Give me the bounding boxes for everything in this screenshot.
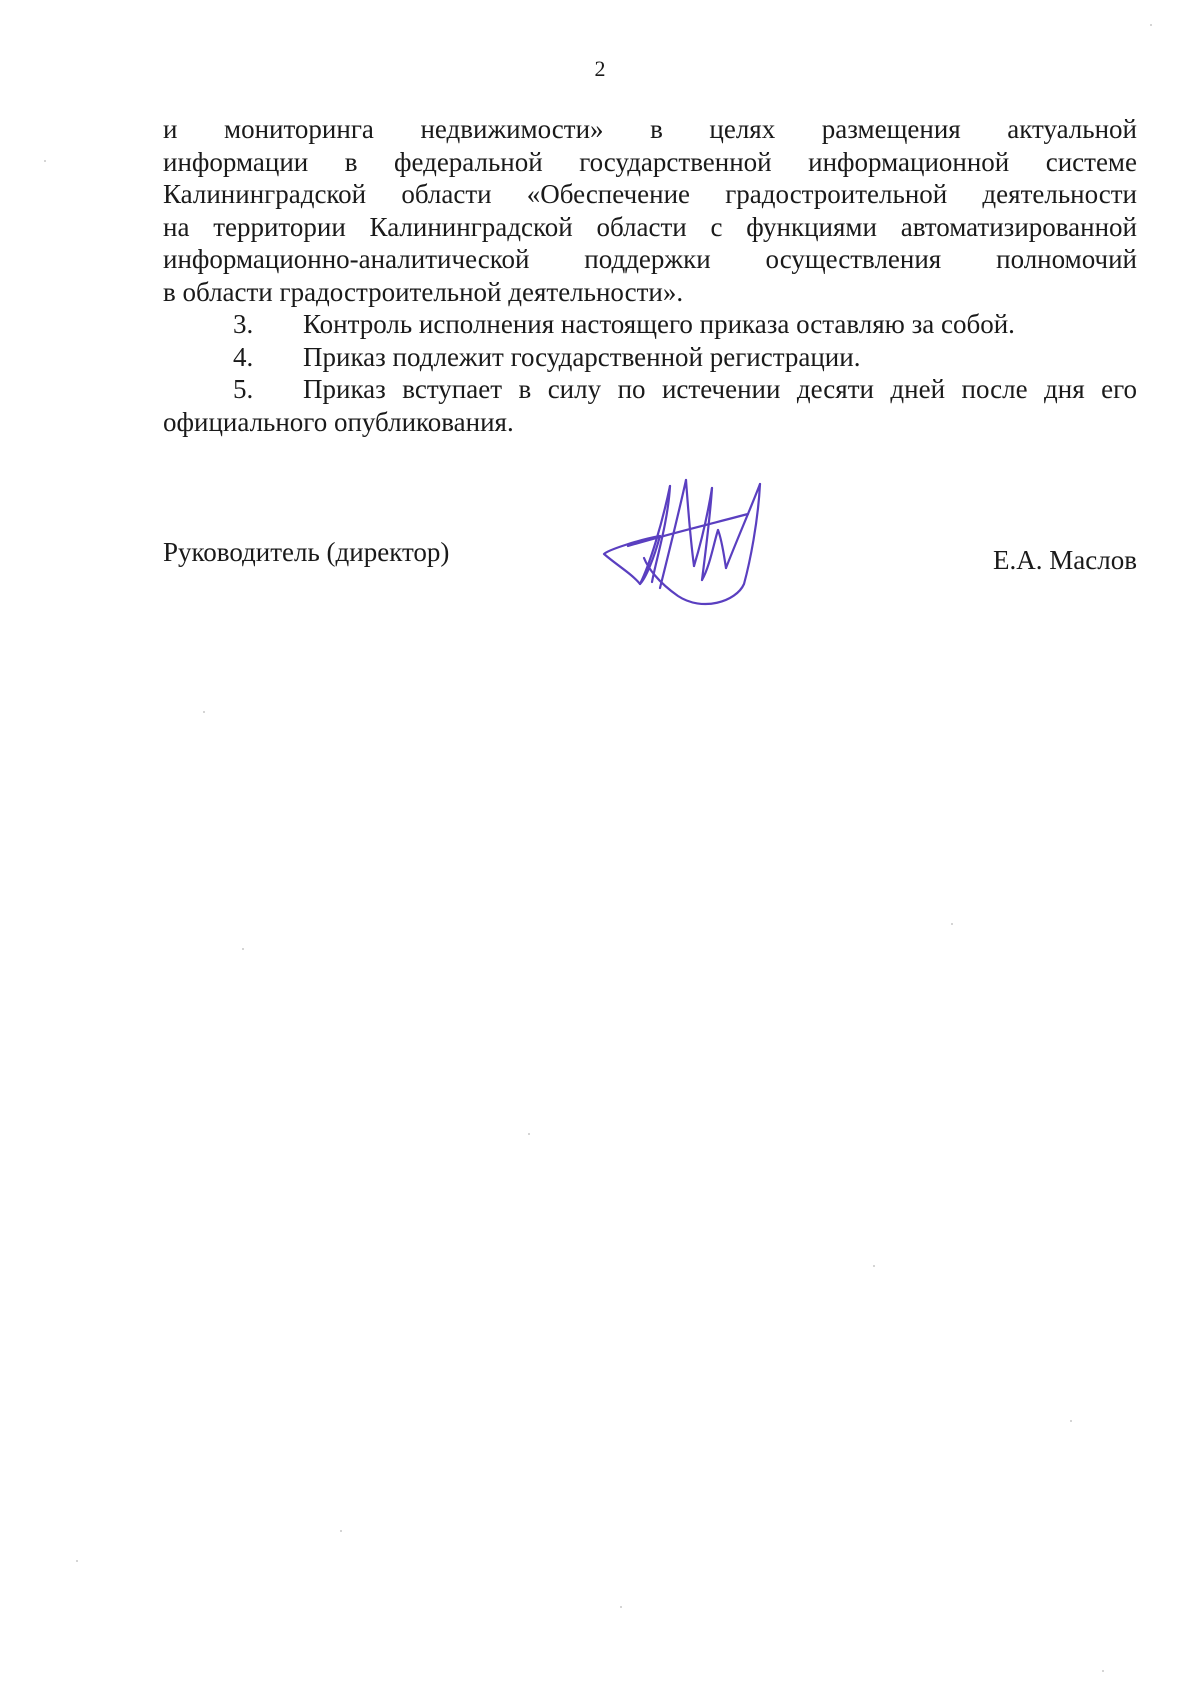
handwritten-signature	[598, 478, 788, 618]
scan-speck	[1102, 1670, 1104, 1672]
paragraph-line: информации в федеральной государственной информационной системе	[163, 146, 1137, 177]
item-number: 5.	[233, 374, 254, 404]
scan-speck	[528, 1133, 530, 1135]
signer-name: Е.А. Маслов	[993, 545, 1137, 575]
scan-speck	[340, 1530, 342, 1532]
paragraph-line: Калининградской области «Обеспечение градостроительной деятельности	[163, 179, 1137, 209]
scan-speck	[44, 160, 46, 162]
scan-speck	[76, 1560, 78, 1562]
item-number: 3.	[233, 309, 254, 339]
scan-speck	[873, 1265, 875, 1267]
signature-stroke	[686, 480, 694, 566]
document-body	[163, 113, 1137, 438]
item-text: Приказ подлежит государственной регистрации.	[303, 341, 861, 372]
item-text: Приказ вступает в силу по истечении десяти дней после дня его официального опубликования.	[163, 374, 1137, 437]
scan-speck	[620, 1606, 622, 1608]
numbered-item-4	[163, 341, 1137, 374]
paragraph-line: информационно-аналитической поддержки осуществления полномочий	[163, 244, 1137, 274]
paragraph-last-line: в области градостроительной деятельности».	[163, 276, 684, 307]
scan-speck	[242, 948, 244, 950]
paragraph-line: на территории Калининградской области с функциями автоматизированной	[163, 211, 1137, 242]
scan-speck	[951, 923, 953, 925]
scan-speck	[203, 711, 205, 713]
signer-position: Руководитель (директор)	[163, 537, 450, 567]
signature-stroke	[718, 530, 726, 568]
item-text: Контроль исполнения настоящего приказа оставляю за собой.	[303, 309, 1015, 339]
paragraph-line: и мониторинга недвижимости» в целях размещения актуальной	[163, 114, 1137, 144]
numbered-item-5	[163, 373, 1137, 438]
scan-speck	[1070, 1420, 1072, 1422]
scan-speck	[1150, 24, 1152, 26]
item-number: 4.	[233, 341, 254, 372]
numbered-item-3	[163, 308, 1137, 341]
page-number: 2	[594, 56, 606, 81]
